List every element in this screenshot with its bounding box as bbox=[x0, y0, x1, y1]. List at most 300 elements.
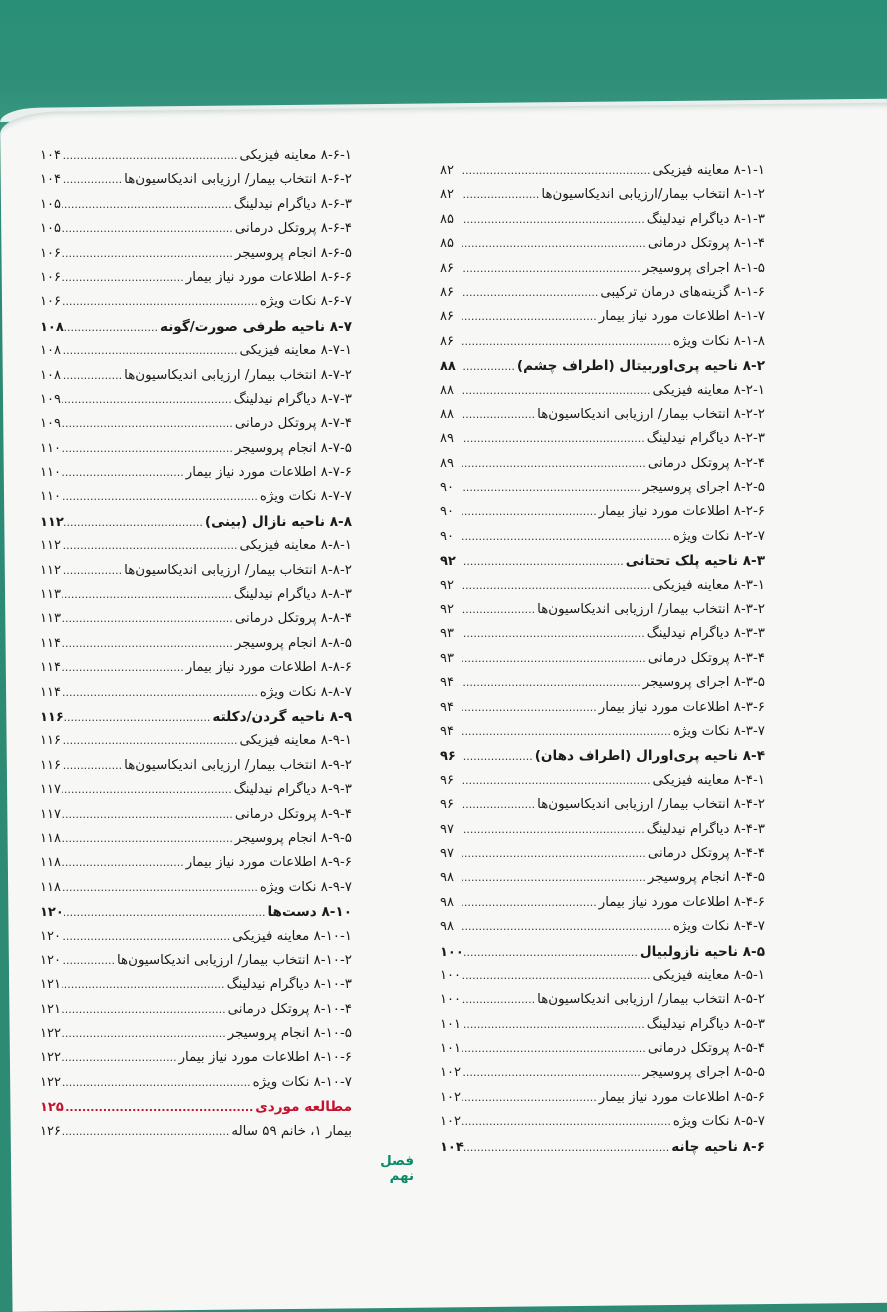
toc-leader-dots bbox=[462, 286, 598, 299]
toc-leader-dots bbox=[462, 969, 650, 982]
toc-entry-title: ۸-۱-۱ معاینه فیزیکی bbox=[652, 163, 765, 178]
toc-entry bbox=[40, 953, 352, 977]
toc-entry-title: ۸-۴ ناحیه پری‌اورال (اطراف دهان) bbox=[534, 748, 765, 765]
toc-leader-dots bbox=[462, 1091, 597, 1104]
toc-page-number: ۹۴ bbox=[440, 723, 454, 739]
toc-leader-dots bbox=[462, 262, 641, 275]
toc-entry-title: ۸-۲-۴ پروتکل درمانی bbox=[647, 455, 765, 471]
toc-entry-title: ۸-۸-۲ انتخاب بیمار/ ارزیابی اندیکاسیون‌ها bbox=[124, 562, 352, 578]
toc-page-number: ۱۱۴ bbox=[40, 660, 61, 676]
toc-page-number: ۹۴ bbox=[440, 699, 454, 715]
toc-entry bbox=[40, 270, 352, 294]
toc-entry bbox=[440, 846, 765, 870]
toc-leader-dots bbox=[62, 930, 230, 943]
toc-leader-dots bbox=[462, 310, 597, 323]
toc-section-heading bbox=[440, 944, 765, 968]
toc-page-number: ۸۶ bbox=[440, 333, 454, 349]
toc-entry-title: ۸-۸-۷ نکات ویژه bbox=[259, 684, 352, 700]
toc-page-number: ۹۲ bbox=[440, 577, 454, 593]
toc-leader-dots bbox=[462, 701, 597, 714]
toc-leader-dots bbox=[462, 725, 671, 738]
toc-entry bbox=[40, 368, 352, 392]
toc-page-number: ۱۲۲ bbox=[40, 1074, 61, 1090]
toc-leader-dots bbox=[62, 393, 232, 406]
toc-entry bbox=[40, 1026, 352, 1050]
toc-leader-dots bbox=[462, 457, 646, 470]
toc-page-number: ۹۷ bbox=[440, 821, 454, 837]
toc-entry-title: ۸-۱-۲ انتخاب بیمار/ارزیابی اندیکاسیون‌ها bbox=[541, 187, 765, 203]
toc-entry bbox=[40, 1075, 352, 1099]
toc-entry-title: ۸-۳ ناحیه پلک تحتانی bbox=[625, 553, 765, 570]
toc-leader-dots bbox=[462, 603, 535, 616]
toc-page-number: ۱۲۶ bbox=[40, 1123, 61, 1139]
toc-page-number: ۸۸ bbox=[440, 359, 456, 375]
toc-page-number: ۱۰۹ bbox=[40, 391, 61, 407]
toc-entry-title: ۸-۱۰-۴ پروتکل درمانی bbox=[227, 1001, 352, 1017]
toc-entry-title: ۸-۸-۱ معاینه فیزیکی bbox=[239, 538, 352, 554]
toc-entry bbox=[40, 611, 352, 635]
toc-page-number: ۱۰۴ bbox=[40, 172, 61, 188]
toc-page-number: ۸۲ bbox=[440, 187, 454, 203]
toc-leader-dots bbox=[62, 612, 233, 625]
toc-page-number: ۱۰۶ bbox=[40, 294, 61, 310]
toc-page-number: ۹۲ bbox=[440, 554, 456, 570]
toc-left-column bbox=[40, 148, 352, 1148]
toc-leader-dots bbox=[62, 466, 184, 479]
toc-leader-dots bbox=[462, 505, 597, 518]
toc-page-number: ۱۱۸ bbox=[40, 855, 61, 871]
toc-leader-dots bbox=[62, 564, 122, 577]
toc-entry bbox=[440, 602, 765, 626]
toc-page-number: ۹۴ bbox=[440, 675, 454, 691]
toc-page-number: ۱۱۰ bbox=[40, 489, 61, 505]
toc-entry-title: ۸-۱-۶ گزینه‌های درمان ترکیبی bbox=[600, 284, 765, 300]
toc-entry bbox=[40, 416, 352, 440]
toc-entry bbox=[440, 870, 765, 894]
toc-entry-title: ۸-۷-۱ معاینه فیزیکی bbox=[239, 343, 352, 359]
toc-page-number: ۱۱۶ bbox=[40, 709, 64, 725]
toc-entry bbox=[440, 700, 765, 724]
toc-leader-dots bbox=[462, 823, 645, 836]
toc-page-number: ۱۲۵ bbox=[40, 1100, 64, 1116]
toc-leader-dots bbox=[462, 384, 650, 397]
toc-leader-dots bbox=[62, 832, 233, 845]
toc-entry bbox=[40, 782, 352, 806]
toc-page-number: ۱۲۲ bbox=[40, 1026, 61, 1042]
toc-entry-title: ۸-۳-۵ اجرای پروسیجر bbox=[642, 675, 765, 691]
toc-entry-title: بیمار ۱، خانم ۵۹ ساله bbox=[231, 1123, 352, 1139]
toc-entry bbox=[440, 1065, 765, 1089]
toc-entry-title: ۸-۷-۴ پروتکل درمانی bbox=[234, 416, 352, 432]
toc-entry-title: ۸-۸-۴ پروتکل درمانی bbox=[234, 611, 352, 627]
toc-entry-title: ۸-۵-۷ نکات ویژه bbox=[672, 1114, 765, 1130]
toc-entry-title: ۸-۳-۶ اطلاعات مورد نیاز بیمار bbox=[598, 699, 765, 715]
toc-entry-title: ۸-۹-۱ معاینه فیزیکی bbox=[239, 733, 352, 749]
toc-page-number: ۹۰ bbox=[440, 480, 454, 496]
toc-page-number: ۱۱۶ bbox=[40, 757, 61, 773]
toc-entry bbox=[440, 456, 765, 480]
toc-entry bbox=[40, 563, 352, 587]
toc-page-number: ۱۰۵ bbox=[40, 221, 61, 237]
toc-entry bbox=[40, 807, 352, 831]
toc-leader-dots bbox=[464, 946, 638, 959]
toc-leader-dots bbox=[462, 798, 535, 811]
toc-entry bbox=[440, 895, 765, 919]
toc-entry-title: ۸-۱-۴ پروتکل درمانی bbox=[647, 236, 765, 252]
toc-leader-dots bbox=[62, 369, 122, 382]
toc-leader-dots bbox=[64, 906, 266, 919]
toc-entry-title: ۸-۱۰-۶ اطلاعات مورد نیاز بیمار bbox=[178, 1050, 352, 1066]
toc-page-number: ۸۶ bbox=[440, 260, 454, 276]
toc-entry-title: ۸-۲ ناحیه پری‌اوربیتال (اطراف چشم) bbox=[516, 358, 765, 375]
toc-leader-dots bbox=[62, 222, 233, 235]
toc-entry bbox=[440, 236, 765, 260]
toc-entry-title: ۸-۲-۵ اجرای پروسیجر bbox=[642, 480, 765, 496]
toc-entry bbox=[40, 636, 352, 660]
toc-entry-title: ۸-۱-۳ دیاگرام نیدلینگ bbox=[646, 211, 765, 227]
toc-entry-title: ۸-۵-۳ دیاگرام نیدلینگ bbox=[646, 1016, 765, 1032]
toc-entry-title: ۸-۶-۲ انتخاب بیمار/ ارزیابی اندیکاسیون‌ها bbox=[124, 172, 352, 188]
toc-page-number: ۹۸ bbox=[440, 894, 454, 910]
toc-leader-dots bbox=[62, 271, 184, 284]
toc-page-number: ۱۱۶ bbox=[40, 733, 61, 749]
toc-leader-dots bbox=[462, 627, 645, 640]
toc-section-heading bbox=[40, 319, 352, 343]
toc-leader-dots bbox=[462, 847, 646, 860]
toc-entry-title: ۸-۳-۲ انتخاب بیمار/ ارزیابی اندیکاسیون‌ها bbox=[537, 602, 765, 618]
toc-entry-title: ۸-۶-۱ معاینه فیزیکی bbox=[239, 148, 352, 163]
toc-page-number: ۱۰۰ bbox=[440, 944, 464, 960]
toc-page-number: ۱۱۸ bbox=[40, 830, 61, 846]
toc-entry bbox=[440, 309, 765, 333]
toc-leader-dots bbox=[62, 417, 233, 430]
toc-entry-title: ۸-۹-۳ دیاگرام نیدلینگ bbox=[233, 782, 352, 798]
toc-leader-dots bbox=[64, 321, 158, 334]
toc-entry-title: ۸-۷-۷ نکات ویژه bbox=[259, 489, 352, 505]
toc-page-number: ۹۶ bbox=[440, 772, 454, 788]
toc-page-number: ۱۱۰ bbox=[40, 465, 61, 481]
toc-leader-dots bbox=[462, 555, 624, 568]
toc-entry-title: ۸-۶-۵ انجام پروسیجر bbox=[234, 245, 352, 261]
toc-entry bbox=[40, 489, 352, 513]
toc-entry-title: ۸-۱۰-۲ انتخاب بیمار/ ارزیابی اندیکاسیون‌ها bbox=[116, 952, 352, 968]
toc-leader-dots bbox=[462, 164, 650, 177]
toc-leader-dots bbox=[462, 652, 646, 665]
toc-entry bbox=[440, 797, 765, 821]
toc-leader-dots bbox=[462, 579, 650, 592]
toc-entry bbox=[40, 587, 352, 611]
toc-leader-dots bbox=[462, 750, 533, 763]
toc-page-number: ۱۰۸ bbox=[40, 367, 61, 383]
toc-page-number: ۱۰۵ bbox=[40, 196, 61, 212]
toc-section-heading bbox=[440, 358, 765, 382]
toc-leader-dots bbox=[462, 1115, 671, 1128]
toc-page-number: ۸۲ bbox=[440, 163, 454, 178]
toc-leader-dots bbox=[462, 774, 650, 787]
toc-page-number: ۱۰۸ bbox=[40, 343, 61, 359]
toc-entry-title: ۸-۱-۵ اجرای پروسیجر bbox=[642, 260, 765, 276]
toc-leader-dots bbox=[62, 856, 184, 869]
toc-entry bbox=[440, 334, 765, 358]
toc-page-number: ۱۱۲ bbox=[40, 514, 64, 530]
toc-entry-title: ۸-۸-۵ انجام پروسیجر bbox=[234, 635, 352, 651]
toc-entry bbox=[40, 538, 352, 562]
toc-entry-title: ۸-۱۰-۳ دیاگرام نیدلینگ bbox=[226, 977, 352, 993]
toc-entry-title: ۸-۳-۴ پروتکل درمانی bbox=[647, 650, 765, 666]
toc-entry bbox=[440, 651, 765, 675]
toc-leader-dots bbox=[62, 539, 237, 552]
toc-right-column bbox=[440, 163, 765, 1163]
toc-leader-dots bbox=[462, 530, 671, 543]
toc-entry-title: ۸-۱۰-۵ انجام پروسیجر bbox=[227, 1026, 352, 1042]
toc-leader-dots bbox=[462, 360, 515, 373]
toc-section-heading bbox=[440, 748, 765, 772]
toc-leader-dots bbox=[62, 808, 233, 821]
toc-entry-title: ۸-۵-۶ اطلاعات مورد نیاز بیمار bbox=[598, 1089, 765, 1105]
toc-leader-dots bbox=[62, 734, 237, 747]
toc-entry-title: ۸-۱۰-۱ معاینه فیزیکی bbox=[232, 928, 352, 944]
toc-entry bbox=[440, 724, 765, 748]
toc-leader-dots bbox=[462, 408, 535, 421]
toc-entry bbox=[40, 977, 352, 1001]
toc-entry bbox=[440, 187, 765, 211]
toc-entry bbox=[440, 261, 765, 285]
toc-leader-dots bbox=[62, 759, 122, 772]
toc-entry bbox=[40, 880, 352, 904]
toc-leader-dots bbox=[62, 442, 233, 455]
toc-page-number: ۸۹ bbox=[440, 455, 454, 471]
toc-page-number: ۱۰۲ bbox=[440, 1065, 461, 1081]
toc-entry-title: ۸-۴-۵ انجام پروسیجر bbox=[647, 870, 765, 886]
toc-page-number: ۱۰۲ bbox=[440, 1089, 461, 1105]
toc-page-number: ۸۶ bbox=[440, 284, 454, 300]
toc-entry bbox=[40, 392, 352, 416]
toc-page-number: ۱۱۲ bbox=[40, 538, 61, 554]
toc-page-number: ۱۱۲ bbox=[40, 562, 61, 578]
toc-leader-dots bbox=[464, 1141, 669, 1154]
toc-entry bbox=[440, 1017, 765, 1041]
toc-entry-title: ۸-۲-۶ اطلاعات مورد نیاز بیمار bbox=[598, 504, 765, 520]
toc-entry bbox=[440, 1090, 765, 1114]
toc-leader-dots bbox=[462, 896, 597, 909]
toc-entry bbox=[40, 685, 352, 709]
toc-entry-title: ۸-۸-۶ اطلاعات مورد نیاز بیمار bbox=[185, 660, 352, 676]
toc-page-number: ۱۰۶ bbox=[40, 269, 61, 285]
toc-entry-title: ۸-۷ ناحیه طرفی صورت/گونه bbox=[159, 318, 352, 335]
toc-entry bbox=[440, 773, 765, 797]
toc-leader-dots bbox=[62, 588, 232, 601]
toc-page-number: ۱۰۱ bbox=[440, 1016, 461, 1032]
toc-entry-title: ۸-۷-۳ دیاگرام نیدلینگ bbox=[233, 391, 352, 407]
toc-page-number: ۱۱۷ bbox=[40, 806, 61, 822]
toc-page-number: ۱۰۹ bbox=[40, 416, 61, 432]
toc-entry bbox=[440, 1041, 765, 1065]
toc-leader-dots bbox=[62, 686, 258, 699]
toc-leader-dots bbox=[62, 490, 258, 503]
toc-page-number: ۱۲۰ bbox=[40, 952, 61, 968]
toc-entry-title: ۸-۵-۴ پروتکل درمانی bbox=[647, 1041, 765, 1057]
toc-page-number: ۹۷ bbox=[440, 845, 454, 861]
toc-page-number: ۱۲۰ bbox=[40, 928, 61, 944]
toc-entry bbox=[440, 407, 765, 431]
toc-leader-dots bbox=[462, 237, 646, 250]
toc-entry-title: ۸-۴-۳ دیاگرام نیدلینگ bbox=[646, 821, 765, 837]
toc-page-number: ۱۱۴ bbox=[40, 635, 61, 651]
toc-entry-title: ۸-۴-۷ نکات ویژه bbox=[672, 919, 765, 935]
toc-entry bbox=[40, 221, 352, 245]
toc-page-number: ۱۲۱ bbox=[40, 977, 61, 993]
toc-page-number: ۹۸ bbox=[440, 870, 454, 886]
toc-page-number: ۹۳ bbox=[440, 650, 454, 666]
toc-leader-dots bbox=[62, 1076, 251, 1089]
toc-entry-title: ۸-۵ ناحیه نازولبیال bbox=[639, 943, 765, 960]
toc-entry-title: ۸-۶-۴ پروتکل درمانی bbox=[234, 221, 352, 237]
toc-entry bbox=[440, 578, 765, 602]
toc-page-number: ۱۰۴ bbox=[440, 1139, 464, 1155]
toc-page-number: ۱۰۶ bbox=[40, 245, 61, 261]
toc-leader-dots bbox=[62, 1003, 226, 1016]
toc-page-number: ۸۹ bbox=[440, 431, 454, 447]
toc-entry bbox=[40, 343, 352, 367]
toc-entry-title: ۸-۹-۷ نکات ویژه bbox=[259, 879, 352, 895]
toc-entry bbox=[40, 197, 352, 221]
toc-entry-title: ۸-۹-۵ انجام پروسیجر bbox=[234, 830, 352, 846]
toc-entry-title: ۸-۵-۲ انتخاب بیمار/ ارزیابی اندیکاسیون‌ها bbox=[537, 992, 765, 1008]
toc-entry-title: ۸-۲-۷ نکات ویژه bbox=[672, 528, 765, 544]
toc-entry-title: ۸-۶ ناحیه چانه bbox=[671, 1138, 765, 1155]
toc-entry bbox=[440, 675, 765, 699]
chapter-label: فصل نهم bbox=[380, 1154, 414, 1184]
toc-entry-title: ۸-۶-۶ اطلاعات مورد نیاز بیمار bbox=[185, 269, 352, 285]
toc-entry bbox=[40, 1050, 352, 1074]
toc-leader-dots bbox=[62, 661, 184, 674]
toc-entry-title: ۸-۷-۵ انجام پروسیجر bbox=[234, 440, 352, 456]
toc-entry bbox=[440, 968, 765, 992]
toc-entry bbox=[40, 660, 352, 684]
toc-entry-title: ۸-۶-۷ نکات ویژه bbox=[259, 294, 352, 310]
toc-entry bbox=[440, 992, 765, 1016]
toc-section-heading bbox=[40, 514, 352, 538]
toc-leader-dots bbox=[462, 993, 535, 1006]
toc-page-number: ۱۱۳ bbox=[40, 611, 61, 627]
toc-entry bbox=[40, 1124, 352, 1148]
toc-page-number: ۱۱۰ bbox=[40, 440, 61, 456]
toc-leader-dots bbox=[462, 432, 645, 445]
toc-entry bbox=[440, 431, 765, 455]
toc-leader-dots bbox=[62, 881, 258, 894]
toc-entry-title: ۸-۹-۴ پروتکل درمانی bbox=[234, 806, 352, 822]
toc-page-number: ۸۵ bbox=[440, 211, 454, 227]
toc-entry-title: ۸-۷-۲ انتخاب بیمار/ ارزیابی اندیکاسیون‌ها bbox=[124, 367, 352, 383]
toc-entry bbox=[40, 172, 352, 196]
toc-leader-dots bbox=[462, 335, 671, 348]
toc-entry bbox=[40, 441, 352, 465]
toc-entry bbox=[40, 246, 352, 270]
toc-leader-dots bbox=[62, 344, 237, 357]
toc-page-number: ۹۰ bbox=[440, 504, 454, 520]
toc-entry bbox=[40, 929, 352, 953]
toc-entry bbox=[440, 822, 765, 846]
toc-page-number: ۱۱۸ bbox=[40, 879, 61, 895]
toc-page-number: ۱۲۲ bbox=[40, 1050, 61, 1066]
toc-section-heading bbox=[40, 709, 352, 733]
toc-page-number: ۹۳ bbox=[440, 626, 454, 642]
toc-entry-title: ۸-۹-۶ اطلاعات مورد نیاز بیمار bbox=[185, 855, 352, 871]
toc-leader-dots bbox=[462, 676, 641, 689]
toc-page-number: ۱۲۰ bbox=[40, 905, 64, 921]
toc-page-number: ۱۰۰ bbox=[440, 992, 461, 1008]
toc-leader-dots bbox=[62, 1027, 226, 1040]
toc-entry-title: ۸-۴-۱ معاینه فیزیکی bbox=[652, 772, 765, 788]
toc-leader-dots bbox=[62, 1051, 177, 1064]
toc-leader-dots bbox=[62, 1125, 229, 1138]
toc-entry bbox=[440, 1114, 765, 1138]
toc-entry bbox=[440, 626, 765, 650]
toc-page-number: ۱۰۸ bbox=[40, 319, 64, 335]
toc-entry-title: مطالعه موردی bbox=[255, 1099, 352, 1116]
toc-entry-title: ۸-۹ ناحیه گردن/دکلته bbox=[212, 708, 352, 725]
toc-entry bbox=[440, 529, 765, 553]
toc-page-number: ۸۶ bbox=[440, 309, 454, 325]
toc-page-number: ۸۸ bbox=[440, 406, 454, 422]
toc-leader-dots bbox=[64, 711, 211, 724]
toc-entry bbox=[40, 733, 352, 757]
toc-entry bbox=[40, 855, 352, 879]
toc-leader-dots bbox=[62, 295, 258, 308]
toc-entry bbox=[40, 148, 352, 172]
toc-entry bbox=[440, 383, 765, 407]
toc-entry-title: ۸-۳-۱ معاینه فیزیکی bbox=[652, 577, 765, 593]
toc-page-number: ۱۱۷ bbox=[40, 782, 61, 798]
toc-leader-dots bbox=[462, 1018, 645, 1031]
toc-page-number: ۱۱۴ bbox=[40, 684, 61, 700]
toc-leader-dots bbox=[62, 783, 232, 796]
toc-entry bbox=[440, 285, 765, 309]
toc-section-heading bbox=[40, 904, 352, 928]
toc-entry-title: ۸-۱-۷ اطلاعات مورد نیاز بیمار bbox=[598, 309, 765, 325]
toc-page-number: ۱۱۳ bbox=[40, 587, 61, 603]
toc-entry bbox=[440, 163, 765, 187]
toc-entry-title: ۸-۲-۲ انتخاب بیمار/ ارزیابی اندیکاسیون‌ها bbox=[537, 406, 765, 422]
toc-leader-dots bbox=[462, 1042, 646, 1055]
toc-entry-title: ۸-۴-۲ انتخاب بیمار/ ارزیابی اندیکاسیون‌ها bbox=[537, 797, 765, 813]
toc-entry-title: ۸-۱۰-۷ نکات ویژه bbox=[252, 1074, 352, 1090]
toc-leader-dots bbox=[62, 954, 115, 967]
toc-entry bbox=[40, 465, 352, 489]
toc-entry-title: ۸-۲-۱ معاینه فیزیکی bbox=[652, 382, 765, 398]
toc-entry-title: ۸-۹-۲ انتخاب بیمار/ ارزیابی اندیکاسیون‌ها bbox=[124, 757, 352, 773]
toc-page-number: ۸۵ bbox=[440, 236, 454, 252]
toc-leader-dots bbox=[62, 247, 233, 260]
toc-page-number: ۸۸ bbox=[440, 382, 454, 398]
toc-entry-title: ۸-۴-۴ پروتکل درمانی bbox=[647, 845, 765, 861]
toc-leader-dots bbox=[64, 516, 203, 529]
toc-page-number: ۱۰۰ bbox=[440, 967, 461, 983]
toc-leader-dots bbox=[462, 871, 646, 884]
toc-entry-title: ۸-۲-۳ دیاگرام نیدلینگ bbox=[646, 431, 765, 447]
toc-entry-title: ۸-۸-۳ دیاگرام نیدلینگ bbox=[233, 587, 352, 603]
toc-page-number: ۱۲۱ bbox=[40, 1001, 61, 1017]
toc-entry-title: ۸-۱۰ دست‌ها bbox=[267, 904, 352, 921]
toc-entry bbox=[40, 831, 352, 855]
toc-entry bbox=[40, 758, 352, 782]
toc-leader-dots bbox=[62, 173, 122, 186]
toc-entry-title: ۸-۷-۶ اطلاعات مورد نیاز بیمار bbox=[185, 465, 352, 481]
toc-leader-dots bbox=[462, 1066, 641, 1079]
toc-entry bbox=[440, 504, 765, 528]
toc-leader-dots bbox=[64, 1101, 253, 1114]
toc-page-number: ۱۰۱ bbox=[440, 1041, 461, 1057]
